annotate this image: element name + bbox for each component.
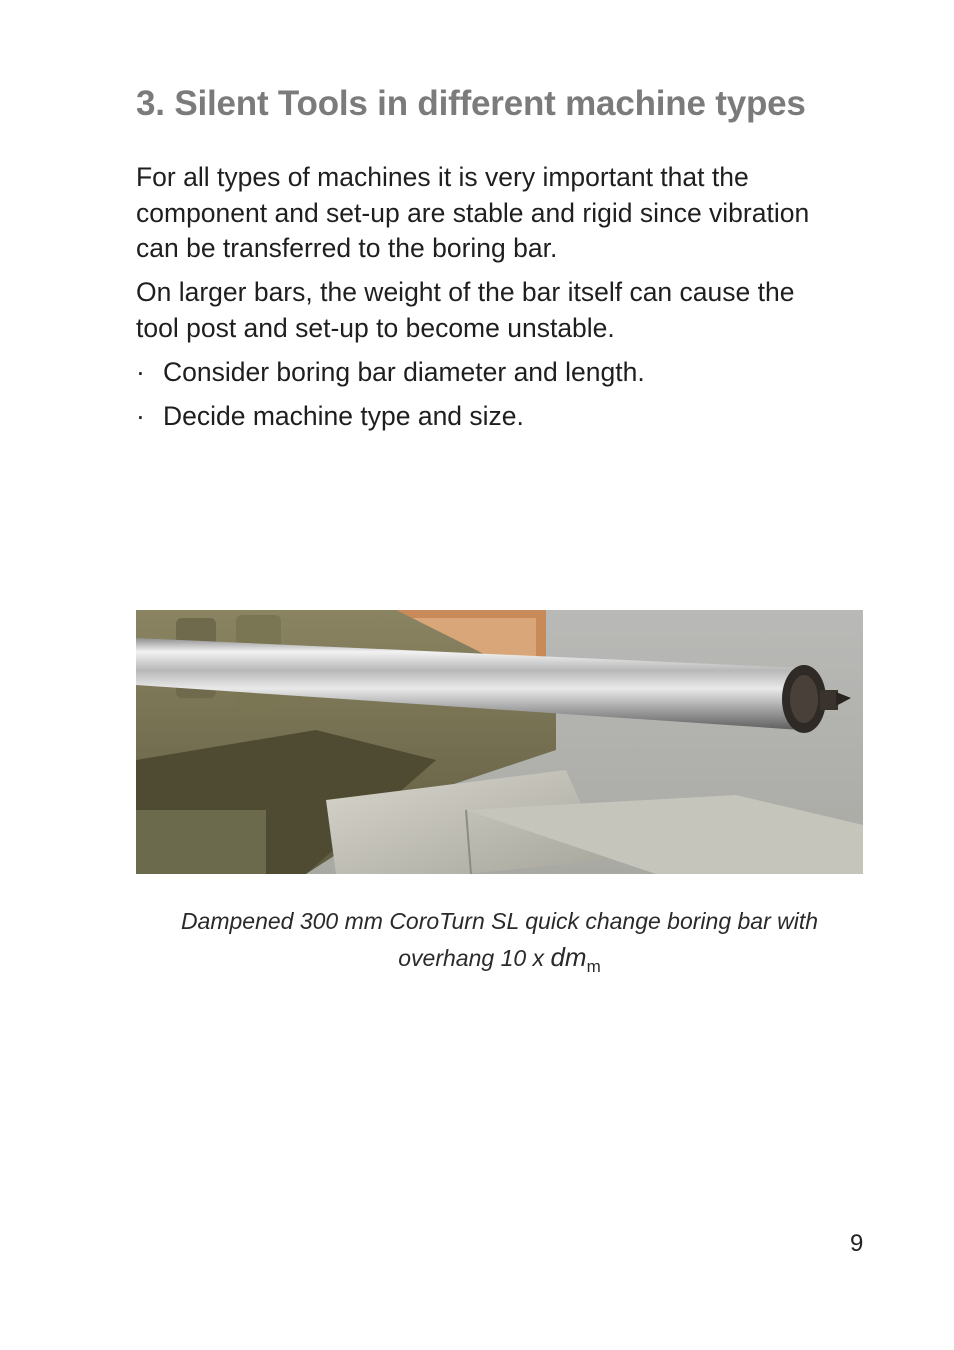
bullet-text: Decide machine type and size. bbox=[163, 401, 524, 431]
boring-bar-photo-illustration bbox=[136, 610, 863, 874]
bullet-marker: · bbox=[136, 357, 145, 387]
boring-bar-photo bbox=[136, 610, 863, 874]
caption-text: Dampened 300 mm CoroTurn SL quick change boring bar with overhang 10 x bbox=[180, 908, 819, 971]
figure-caption bbox=[136, 903, 863, 976]
caption-symbol: dm bbox=[550, 942, 587, 972]
bullet-item-diameter bbox=[136, 355, 645, 391]
caption-subscript: m bbox=[586, 957, 601, 976]
bullet-list bbox=[136, 355, 645, 443]
bullet-marker: · bbox=[136, 401, 145, 431]
bullet-text: Consider boring bar diameter and length. bbox=[163, 357, 645, 387]
page-title: 3. Silent Tools in different machine types bbox=[136, 84, 806, 123]
intro-paragraph: For all types of machines it is very important that the component and set-up are stable and rigid since vibration can be transferred to the boring bar. bbox=[136, 162, 810, 263]
bullet-item-machine bbox=[136, 399, 645, 435]
weight-paragraph: On larger bars, the weight of the bar itself can cause the tool post and set-up to become unstable. bbox=[136, 277, 795, 343]
page-number: 9 bbox=[850, 1230, 864, 1257]
